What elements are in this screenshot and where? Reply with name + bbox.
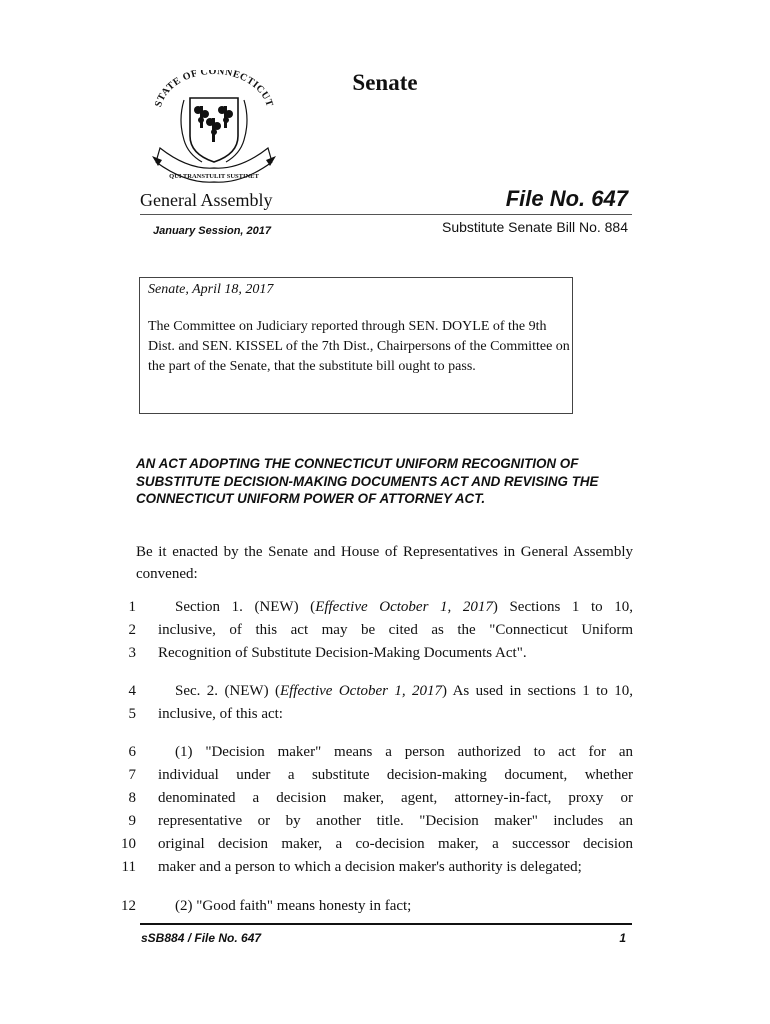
committee-report-text: The Committee on Judiciary reported through SEN. DOYLE of the 9th Dist. and SEN. KISSEL of the 7th Dist., Chairpersons of the Committee on the part of the Senate, that the substitute bill ought to pass. <box>148 319 570 374</box>
line-number: 9 <box>128 813 136 829</box>
state-seal-icon <box>148 70 280 188</box>
chamber-title: Senate <box>352 70 418 95</box>
seal-motto: QUI TRANSTULIT SUSTINET <box>169 173 259 180</box>
general-assembly-label: General Assembly <box>140 190 273 210</box>
line-number: 12 <box>121 898 136 914</box>
line-text: maker and a person to which a decision maker's authority is delegated; <box>158 859 582 875</box>
bill-line <box>0 813 770 835</box>
bill-line <box>0 859 770 881</box>
line-number: 11 <box>121 859 136 875</box>
bill-line <box>0 706 770 728</box>
bill-line <box>0 744 770 766</box>
line-text: inclusive, of this act may be cited as the "Connecticut Uniform <box>158 622 633 638</box>
line-number: 1 <box>128 599 136 615</box>
session-label: January Session, 2017 <box>153 225 272 237</box>
bill-line <box>0 767 770 789</box>
page-number: 1 <box>619 931 626 945</box>
bill-line <box>0 683 770 705</box>
line-text: Recognition of Substitute Decision-Making Documents Act". <box>158 645 527 661</box>
file-number: File No. 647 <box>505 186 628 211</box>
line-text: (2) "Good faith" means honesty in fact; <box>175 898 412 914</box>
line-number: 2 <box>128 622 136 638</box>
line-number: 4 <box>128 683 136 699</box>
line-text: Sec. 2. (NEW) (Effective October 1, 2017) As used in sections 1 to 10, <box>175 683 633 699</box>
bill-line <box>0 599 770 621</box>
bill-number: Substitute Senate Bill No. 884 <box>441 219 628 235</box>
bill-line <box>0 898 770 920</box>
bill-line <box>0 622 770 644</box>
line-text: denominated a decision maker, agent, attorney-in-fact, proxy or <box>158 790 633 806</box>
line-text: (1) "Decision maker" means a person authorized to act for an <box>175 744 633 760</box>
line-number: 7 <box>128 767 136 783</box>
report-date: Senate, April 18, 2017 <box>148 282 274 297</box>
line-text: individual under a substitute decision-making document, whether <box>158 767 633 783</box>
svg-text:STATE OF CONNECTICUT <box>153 70 275 108</box>
bill-line <box>0 645 770 667</box>
header-divider <box>140 214 632 215</box>
footer-file-reference: sSB884 / File No. 647 <box>141 931 262 945</box>
line-number: 10 <box>121 836 136 852</box>
act-title: AN ACT ADOPTING THE CONNECTICUT UNIFORM RECOGNITION OF SUBSTITUTE DECISION-MAKING DOCUMENTS ACT AND REVISING THE CONNECTICUT UNIFORM POWER OF ATTORNEY ACT. <box>136 456 599 506</box>
enacting-clause: Be it enacted by the Senate and House of Representatives in General Assembly convened: <box>136 544 633 582</box>
line-text: representative or by another title. "Decision maker" includes an <box>158 813 633 829</box>
line-number: 3 <box>128 645 136 661</box>
committee-report-box <box>139 277 573 414</box>
footer-divider <box>140 923 632 925</box>
line-number: 6 <box>128 744 136 760</box>
line-number: 5 <box>128 706 136 722</box>
bill-line <box>0 836 770 858</box>
line-text: original decision maker, a co-decision maker, a successor decision <box>158 836 633 852</box>
bill-line <box>0 790 770 812</box>
line-text: Section 1. (NEW) (Effective October 1, 2017) Sections 1 to 10, <box>175 599 633 615</box>
line-number: 8 <box>128 790 136 806</box>
seal-text: STATE OF CONNECTICUT <box>152 70 276 109</box>
line-text: inclusive, of this act: <box>158 706 283 722</box>
